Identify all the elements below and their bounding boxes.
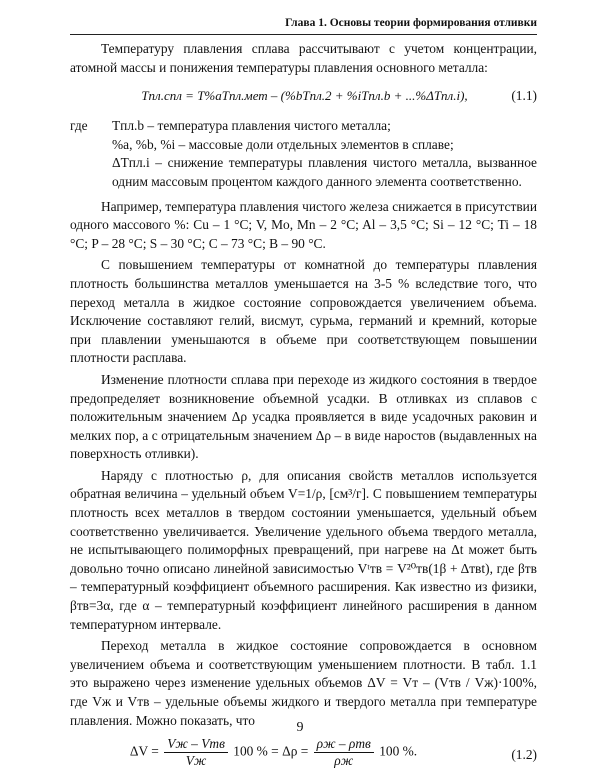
header-rule — [70, 34, 537, 35]
formula-1-2 — [70, 732, 537, 782]
formula-1-2-fraction-volume — [164, 736, 228, 769]
formula-1-2-expression — [70, 736, 477, 769]
fraction-denominator: ρж — [334, 753, 354, 769]
formula-1-2-tail: 100 %. — [379, 743, 418, 759]
formula-1-2-fraction-density — [314, 736, 374, 769]
definition-item: Tпл.b – температура плавления чистого металла; — [112, 118, 391, 134]
formula-1-1 — [70, 83, 537, 111]
fraction-denominator: Vж — [185, 753, 207, 769]
running-head: Глава 1. Основы теории формирования отливки — [285, 17, 537, 29]
formula-1-1-expression: Tпл.спл = T%aTпл.мет – (%bTпл.2 + %iTпл.b + ...%ΔTпл.i), — [141, 88, 468, 104]
definitions-list — [112, 117, 537, 191]
formula-1-2-number: (1.2) — [511, 747, 537, 763]
where-word: где — [70, 118, 88, 134]
paragraph-volume-shrinkage: Изменение плотности сплава при переходе из жидкого состояния в твердое предопределяет возникновение объемной усадки. В отливках из сплавов с положительным значением Δρ усадка проявляется в виде усадочных раковин и мелких пор, а с отрицательным значением Δρ – в виде наростов (выдавленных на поверхность отливки). — [70, 371, 537, 462]
paragraph-melting-temperature: Температуру плавления сплава рассчитывают с учетом концентрации, атомной массы и понижения температуры плавления основного металла: — [70, 41, 537, 75]
formula-1-2-middle: 100 % = Δρ = — [233, 743, 309, 759]
fraction-numerator: ρж – ρтв — [314, 736, 374, 753]
definition-item: %a, %b, %i – массовые доли отдельных элементов в сплаве; — [112, 136, 454, 152]
formula-1-2-lhs: ΔV = — [129, 743, 159, 759]
fraction-numerator: Vж – Vтв — [164, 736, 228, 753]
definition-item: ΔTпл.i – снижение температуры плавления чистого металла, вызванное одним массовым процентом каждого данного элемента соответственно. — [112, 155, 537, 189]
definitions-block — [70, 117, 537, 191]
page-body — [70, 40, 537, 782]
paragraph-iron-example: Например, температура плавления чистого железа снижается в присутствии одного массового %: Cu – 1 °C; V, Mo, Mn – 2 °C; Al – 3,5 °C; Si – 12 °C; Ti – 18 °C; P – 28 °C; S – 30 °C; C – 73 °C; B – 90 °C. — [70, 198, 537, 251]
page-number: 9 — [296, 720, 304, 735]
paragraph-density-change: С повышением температуры от комнатной до температуры плавления плотность большинства металлов уменьшается на 3-5 % вследствие того, что переход металла в жидкое состояние сопровождается увеличением объема. Исключение составляют гелий, висмут, сурьма, германий и кремний, которые при плавлении уменьшаются в объеме при соответствующем повышении плотности расплава. — [70, 257, 537, 366]
paragraph-specific-volume: Наряду с плотностью ρ, для описания свойств металлов используется обратная величина – удельный объем V=1/ρ, [см³/г]. С повышением температуры плотность всех металлов в твердом состоянии уменьшается, удельный объем соответственно увеличивается. Увеличение удельного объема твердого металла, не испытывающего полиморфных превращений, при нагреве на Δt может быть довольно точно описано линейной зависимостью Vᵗтв = V²⁰тв(1β + Δтвt), где βтв – температурный коэффициент объемного расширения. Как известно из физики, βтв=3α, где α – температурный коэффициент линейного расширения в данном температурном интервале. — [70, 467, 537, 632]
formula-1-1-number: (1.1) — [511, 88, 537, 104]
paragraph-liquid-transition: Переход металла в жидкое состояние сопровождается в основном увеличением объема и соответствующим уменьшением плотности. В табл. 1.1 это выражено через изменение удельных объемов ΔV = Vт – (Vтв / Vж)·100%, где Vж и Vтв – удельные объемы жидкого и твердого металла при температуре плавления. Можно показать, что — [70, 638, 537, 728]
